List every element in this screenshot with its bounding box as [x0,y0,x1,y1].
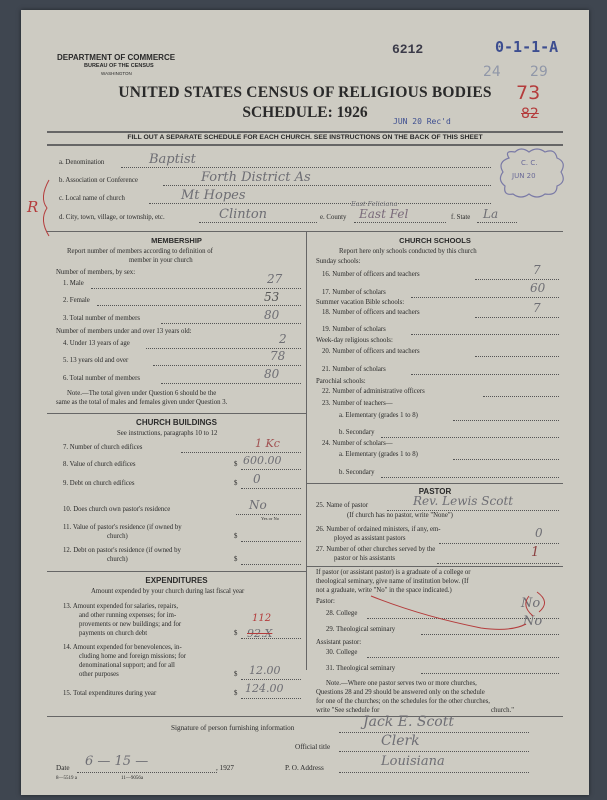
q14-label-2: cluding home and foreign missions; for [79,653,187,660]
q5-label: 5. 13 years old and over [63,357,129,364]
seal-date-text: JUN 20 [512,172,536,180]
membership-note-1: Note.—The total given under Question 6 should be the [67,390,217,397]
q10-hint: Yes or No [261,516,280,521]
q14-label-4: other purposes [79,671,119,678]
q13-value: 112 [252,613,272,624]
buildings-heading: CHURCH BUILDINGS [136,418,217,427]
q17-label: 17. Number of scholars [322,289,386,296]
q10-label: 10. Does church own pastor's residence [63,506,171,513]
pastor-note-3: for one of the churches; on the schedules for the other churches, [316,698,491,705]
seal-top-text: C. C. [521,159,538,167]
official-title-value: Clerk [381,733,420,749]
expenditures-sub: Amount expended by your church during last fiscal year [91,588,245,595]
q15-label: 15. Total expenditures during year [63,690,157,697]
buildings-sub: See instructions, paragraphs 10 to 12 [117,430,218,437]
q9-label: 9. Debt on church edifices [63,480,135,487]
q29-value: No [523,614,543,629]
q9-value: 0 [253,472,261,486]
q31-label: 31. Theological seminary [326,665,396,672]
association-value: Forth District As [201,170,311,185]
city-label: d. City, town, village, or township, etc. [59,214,165,221]
q19-label: 19. Number of scholars [322,326,386,333]
q13-label-2: and other running expenses; for im- [79,612,177,619]
signature-value: Jack E. Scott [363,714,454,730]
red-struck-number: 82 [521,106,539,122]
expenditures-heading: EXPENDITURES [145,576,208,585]
q4-label: 4. Under 13 years of age [63,340,130,347]
denomination-value: Baptist [149,152,196,167]
q5-value: 78 [270,349,286,363]
document-title: UNITED STATES CENSUS OF RELIGIOUS BODIES [118,84,492,101]
state-value: La [483,207,499,221]
q16-label: 16. Number of officers and teachers [322,271,420,278]
q13-label-3: provements or new buildings; and for [79,621,182,628]
denomination-label: a. Denomination [59,159,105,166]
q25-value: Rev. Lewis Scott [413,494,514,508]
q14-label-1: 14. Amount expended for benevolences, in- [63,644,182,651]
q24a-label: a. Elementary (grades 1 to 8) [339,451,418,458]
pencil-number-a: 24 [483,64,501,80]
local-name-label: c. Local name of church [59,195,125,202]
q25-label: 25. Name of pastor [316,502,369,509]
q2-label: 2. Female [63,297,90,304]
grad-instruction-3: not a graduate, write "No" in the space indicated.) [316,587,452,594]
q16-value: 7 [533,263,541,277]
q26-value: 0 [535,526,543,540]
instruction-line: FILL OUT A SEPARATE SCHEDULE FOR EACH CHURCH. SEE INSTRUCTIONS ON THE BACK OF THIS SHEET [127,134,483,141]
form-number: 6212 [392,42,424,57]
q20-label: 20. Number of officers and teachers [322,348,420,355]
sunday-schools-label: Sunday schools: [316,258,361,265]
q27-value: 1 [531,545,540,560]
q22-label: 22. Number of administrative officers [322,388,425,395]
margin-bracket [35,178,53,238]
pastor-note-2: Questions 28 and 29 should be answered only on the schedule [316,689,485,696]
q17-value: 60 [530,281,546,295]
by-sex-label: Number of members, by sex: [56,269,136,276]
parochial-schools-label: Parochial schools: [316,378,366,385]
q29-label: 29. Theological seminary [326,626,396,633]
address-value: Louisiana [381,754,445,769]
q27-label-1: 27. Number of other churches served by the [316,546,436,553]
pastor-heading: PASTOR [418,487,452,496]
membership-note-2: same as the total of males and females given under Question 3. [56,399,228,406]
q12-label-2: church) [107,556,128,563]
date-label: Date [56,764,70,772]
pencil-number-b: 29 [530,64,548,80]
q3-value: 80 [264,308,280,322]
county-note: East Feliciana [351,200,398,208]
grad-instruction-1: If pastor (or assistant pastor) is a graduate of a college or [316,569,471,576]
q24-label: 24. Number of scholars— [322,440,393,447]
association-label: b. Association or Conference [59,177,138,184]
q27-label-2: pastor or his assistants [334,555,395,562]
q4-value: 2 [279,332,287,346]
assistant-subhead: Assistant pastor: [316,639,362,646]
q7-value: 1 Kc [255,437,280,450]
q8-label: 8. Value of church edifices [63,461,136,468]
vacation-schools-label: Summer vacation Bible schools: [316,299,405,306]
q13-struck-value: 92.X [247,627,273,640]
q18-value: 7 [533,301,541,315]
q26-label-2: ployed as assistant pastors [334,535,406,542]
q3-label: 3. Total number of members [63,315,140,322]
bureau-city: WASHINGTON [101,71,132,76]
q14-value: 12.00 [249,664,281,677]
q13-label-4: payments on church debt [79,630,148,637]
schedule-title: SCHEDULE: 1926 [242,104,368,121]
schools-sub: Report here only schools conducted by this church [339,248,477,255]
q13-label-1: 13. Amount expended for salaries, repairs, [63,603,179,610]
q6-label: 6. Total number of members [63,375,140,382]
red-tally-number: 73 [516,82,541,104]
weekday-schools-label: Week-day religious schools: [316,337,393,344]
pastor-note-1: Note.—Where one pastor serves two or more churches, [326,680,477,687]
signature-label: Signature of person furnishing information [171,724,295,732]
q24b-label: b. Secondary [339,469,375,476]
q8-value: 600.00 [243,454,282,467]
q23b-label: b. Secondary [339,429,375,436]
q7-label: 7. Number of church edifices [63,444,143,451]
q23a-label: a. Elementary (grades 1 to 8) [339,412,418,419]
red-pencil-mark [361,586,561,646]
q11-label-2: church) [107,533,128,540]
census-schedule-sheet: DEPARTMENT OF COMMERCE BUREAU OF THE CENSUS WASHINGTON 6212 0-1-1-A 24 29 73 82 UNITED STATES CENSUS OF RELIGIOUS BODIES SCHEDULE: 1926 JUN 20 Rec'd FILL OUT A SEPARATE SCHEDULE FOR EACH CHURCH. SEE INSTRUCTIONS ON THE BACK OF THIS SHEET C. C. JUN 20 R a. Denomination Baptist b. Association or Conference Forth District As c. Local name of church Mt Hopes d. City, town, village, or township, etc. Clinton e. County East Fel East Feliciana f. State La MEMBERSHIP Report number of members according to definition of member in your church Number of members, by sex: 1. Male 27 2. Female 53 3. Total number of members 80 Number of members under and over 13 years old: 4. Under 13 years of age 2 5. 13 years old and over 78 6. Total number of members 80 Note.—The total given under Question 6 should be the same as the total of males and females given under Question 3. CHURCH BUILDINGS See instructions, paragraphs 10 to 12 7. Number of church edifices 1 Kc 8. Value of church edifices $ 600.00 9. Debt on church edifices $ 0 10. Does church own pastor's residence No Yes or No 11. Value of pastor's residence (if owned by church) $ 12. Debt on pastor's residence (if owned by church) $ EXPENDITURES Amount expended by your church during last fiscal year 13. Amount expended for salaries, repairs, and other running expenses; for im- provements or new buildings; and for payments on church debt $ 112 92.X 14. Amount expended for benevolences, in- cluding home and foreign missions; for denominational support; and for all other purposes $ 12.00 15. Total expenditures during year $ 124.00 CHURCH SCHOOLS Report here only schools conducted by this church Sunday schools: 16. Number of officers and teachers 7 17. Number of scholars 60 Summer vacation Bible schools: 18. Number of officers and teachers 7 19. Number of scholars Week-day religious schools: 20. Number of officers and teachers 21. Number of scholars Parochial schools: 22. Number of administrative officers 23. Number of teachers— a. Elementary (grades 1 to 8) b. Secondary 24. Number of scholars— a. Elementary (grades 1 to 8) b. Secondary PASTOR 25. Name of pastor Rev. Lewis Scott (If church has no pastor, write "None") 26. Number of ordained ministers, if any, em- ployed as assistant pastors 0 27. Number of other churches served by the pastor or his assistants 1 If pastor (or assistant pastor) is a graduate of a college or theological seminary, give name of institution below. (If not a graduate, write "No" in the space indicated.) Pastor: 28. College No 29. Theological seminary No Assistant pastor: 30. College 31. Theological seminary Note.—Where one pastor serves two or more churches, Questions 28 and 29 should be answered only on the schedule for one of the churches; on the schedules for the other churches, write "See schedule for church." Signature of person furnishing information Jack E. Scott Official title Clerk Date 6 — 15 — , 1927 P. O. Address Louisiana 8—5519 a 11—9056a [21,10,589,795]
q25-hint: (If church has no pastor, write "None") [347,512,453,519]
date-year: , 1927 [216,764,234,772]
county-label: e. County [320,214,347,221]
form-code: 8—5519 a [56,776,77,781]
by-age-label: Number of members under and over 13 years old: [56,328,192,335]
q26-label-1: 26. Number of ordained ministers, if any, em- [316,526,441,533]
date-value: 6 — 15 — [85,754,149,769]
q15-value: 124.00 [245,682,284,695]
bureau-name: BUREAU OF THE CENSUS [84,63,154,69]
q1-value: 27 [267,272,283,286]
membership-intro-1: Report number of members according to definition of [67,248,213,255]
membership-heading: MEMBERSHIP [151,236,202,245]
pastor-note-4: write "See schedule for [316,707,380,714]
q21-label: 21. Number of scholars [322,366,386,373]
q6-value: 80 [264,367,280,381]
q1-label: 1. Male [63,280,84,287]
margin-mark: R [27,198,39,216]
official-title-label: Official title [295,743,331,751]
q28-label: 28. College [326,610,358,617]
pastor-note-5: church." [491,707,514,714]
q11-label-1: 11. Value of pastor's residence (if owned by [63,524,182,531]
department-name: DEPARTMENT OF COMMERCE [57,53,176,62]
grad-instruction-2: theological seminary, give name of institution below. (If [316,578,469,585]
q2-value: 53 [264,290,280,304]
local-name-value: Mt Hopes [181,188,246,203]
q23-label: 23. Number of teachers— [322,400,393,407]
form-code-2: 11—9056a [121,776,144,781]
q10-value: No [249,498,267,512]
schools-heading: CHURCH SCHOOLS [399,236,471,245]
county-value: East Fel [359,207,409,221]
q30-label: 30. College [326,649,358,656]
received-stamp: JUN 20 Rec'd [393,117,451,126]
address-label: P. O. Address [285,764,324,772]
q12-label-1: 12. Debt on pastor's residence (if owned by [63,547,181,554]
state-label: f. State [451,214,471,221]
q18-label: 18. Number of officers and teachers [322,309,420,316]
city-value: Clinton [219,207,268,222]
file-code: 0-1-1-A [495,38,559,56]
membership-intro-2: member in your church [129,257,193,264]
pastor-subhead: Pastor: [316,598,335,605]
q28-value: No [521,596,541,611]
q14-label-3: denominational support; and for all [79,662,175,669]
